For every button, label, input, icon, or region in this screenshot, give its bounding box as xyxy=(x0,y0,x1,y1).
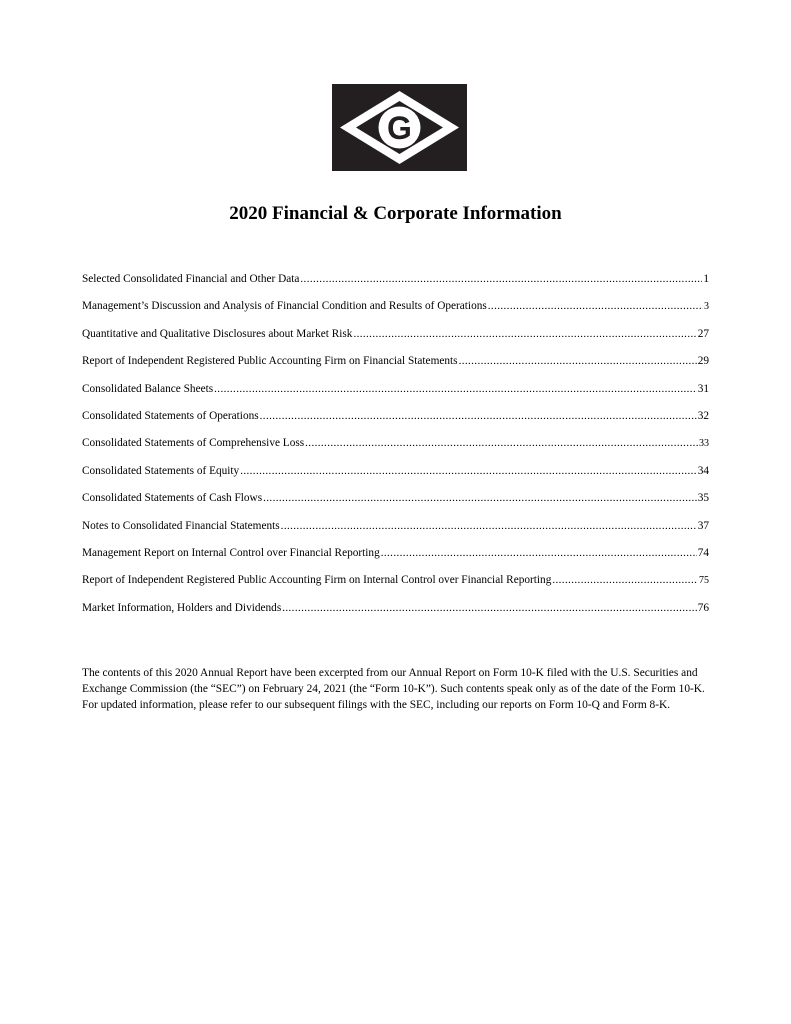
toc-entry-page: 76 xyxy=(697,601,709,614)
toc-entry-label: Quantitative and Qualitative Disclosures about Market Risk xyxy=(82,327,353,340)
disclaimer-paragraph: The contents of this 2020 Annual Report have been excerpted from our Annual Report on Form 10-K filed with the U.S. Securities and Exchange Commission (the “SEC”) on February 24, 2021 (the “Form 10-K”). Such contents speak only as of the date of the Form 10-K. For updated information, please refer to our subsequent filings with the SEC, including our reports on Form 10-Q and Form 8-K. xyxy=(82,667,705,712)
dot-leader xyxy=(488,298,703,314)
toc-entry xyxy=(82,463,709,490)
toc-entry xyxy=(82,326,709,353)
toc-entry-label: Market Information, Holders and Dividends xyxy=(82,601,282,614)
toc-entry xyxy=(82,408,709,435)
logo-letter: G xyxy=(387,110,412,146)
dot-leader xyxy=(240,463,697,479)
toc-entry-page: 31 xyxy=(697,382,709,395)
toc-entry-page: 35 xyxy=(697,492,709,505)
dot-leader xyxy=(214,381,697,397)
toc-entry-label: Consolidated Statements of Equity xyxy=(82,464,240,477)
dot-leader xyxy=(552,572,698,588)
toc-entry xyxy=(82,545,709,572)
toc-entry-label: Notes to Consolidated Financial Statements xyxy=(82,519,280,532)
toc-entry-page: 3 xyxy=(704,301,709,313)
toc-entry-label: Consolidated Statements of Cash Flows xyxy=(82,492,263,505)
toc-entry xyxy=(82,353,709,380)
dot-leader xyxy=(381,545,697,561)
dot-leader xyxy=(459,353,697,369)
toc-entry-label: Selected Consolidated Financial and Other Data xyxy=(82,273,300,285)
toc-entry xyxy=(82,518,709,545)
toc-entry-label: Management Report on Internal Control over Financial Reporting xyxy=(82,546,380,559)
dot-leader xyxy=(263,490,697,506)
toc-entry-page: 33 xyxy=(699,438,709,450)
dot-leader xyxy=(300,271,702,287)
toc-entry-page: 37 xyxy=(697,519,709,532)
toc-entry-label: Consolidated Statements of Operations xyxy=(82,409,259,422)
dot-leader xyxy=(282,600,696,616)
toc-entry-label: Consolidated Balance Sheets xyxy=(82,382,214,395)
toc-entry xyxy=(82,600,709,627)
dot-leader xyxy=(260,408,697,424)
page-title: 2020 Financial & Corporate Information xyxy=(229,203,562,224)
toc-entry-page: 74 xyxy=(697,546,709,559)
toc-entry xyxy=(82,572,709,599)
g-diamond-logo-icon xyxy=(332,84,467,171)
toc-entry-page: 34 xyxy=(697,464,709,477)
table-of-contents xyxy=(82,271,709,627)
toc-entry-page: 75 xyxy=(699,575,709,587)
dot-leader xyxy=(305,435,698,451)
toc-entry-page: 32 xyxy=(697,409,709,422)
dot-leader xyxy=(281,518,697,534)
toc-entry-label: Report of Independent Registered Public Accounting Firm on Internal Control over Financial Reporting xyxy=(82,574,552,587)
toc-entry-label: Report of Independent Registered Public Accounting Firm on Financial Statements xyxy=(82,355,458,368)
toc-entry xyxy=(82,435,709,462)
dot-leader xyxy=(353,326,696,342)
toc-entry-page: 27 xyxy=(697,327,709,340)
toc-entry-label: Management’s Discussion and Analysis of Financial Condition and Results of Operations xyxy=(82,300,487,313)
toc-entry-label: Consolidated Statements of Comprehensive Loss xyxy=(82,437,305,450)
company-logo xyxy=(332,84,467,171)
toc-entry-page: 1 xyxy=(703,273,709,285)
toc-entry xyxy=(82,271,709,298)
toc-entry-page: 29 xyxy=(697,355,709,368)
toc-entry xyxy=(82,490,709,517)
toc-entry xyxy=(82,381,709,408)
toc-entry xyxy=(82,298,709,325)
